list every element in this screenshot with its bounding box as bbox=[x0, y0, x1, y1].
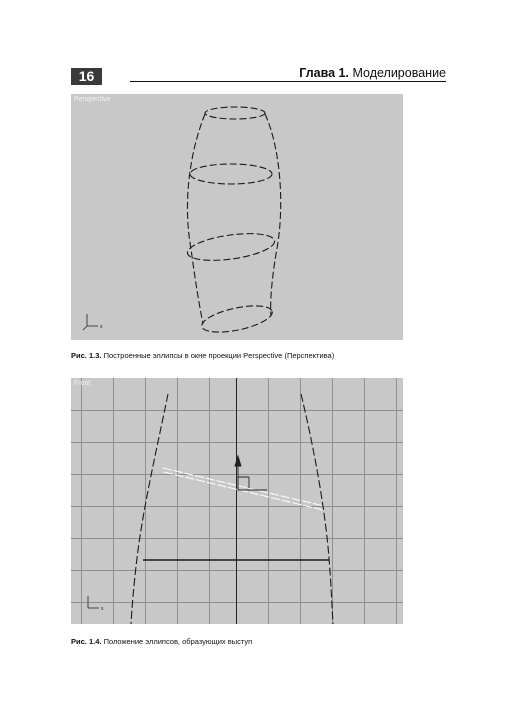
page-number: 16 bbox=[71, 68, 102, 85]
viewport-label[interactable]: Front bbox=[74, 380, 91, 387]
axis-x-label: x bbox=[100, 324, 103, 330]
caption-text: Положение эллипсов, образующих выступ bbox=[103, 637, 253, 646]
move-gizmo bbox=[235, 456, 267, 490]
caption-number: Рис. 1.3. bbox=[71, 351, 102, 360]
viewport-label[interactable]: Perspective bbox=[74, 96, 111, 103]
caption-text: Построенные эллипсы в окне проекции Perspective (Перспектива) bbox=[103, 351, 335, 360]
axis-x-label: x bbox=[101, 606, 104, 612]
profile-left bbox=[131, 394, 168, 624]
ellipse-upper bbox=[190, 164, 272, 184]
ellipse-bottom bbox=[199, 301, 274, 337]
header-rule bbox=[130, 81, 446, 82]
front-viewport[interactable] bbox=[71, 378, 403, 624]
figure-caption bbox=[71, 351, 334, 360]
chapter-label: Глава 1. bbox=[299, 66, 349, 80]
profile-right bbox=[265, 114, 281, 316]
chapter-title: Моделирование bbox=[352, 66, 446, 80]
figure-caption bbox=[71, 637, 252, 646]
front-wireframe bbox=[71, 378, 403, 624]
ellipse-top bbox=[205, 107, 265, 119]
chapter-heading bbox=[299, 66, 446, 80]
axis-tripod bbox=[83, 314, 98, 330]
profile-left bbox=[187, 114, 205, 324]
perspective-wireframe bbox=[71, 94, 403, 340]
perspective-viewport[interactable] bbox=[71, 94, 403, 340]
ellipse-lower bbox=[186, 229, 276, 265]
caption-number: Рис. 1.4. bbox=[71, 637, 102, 646]
